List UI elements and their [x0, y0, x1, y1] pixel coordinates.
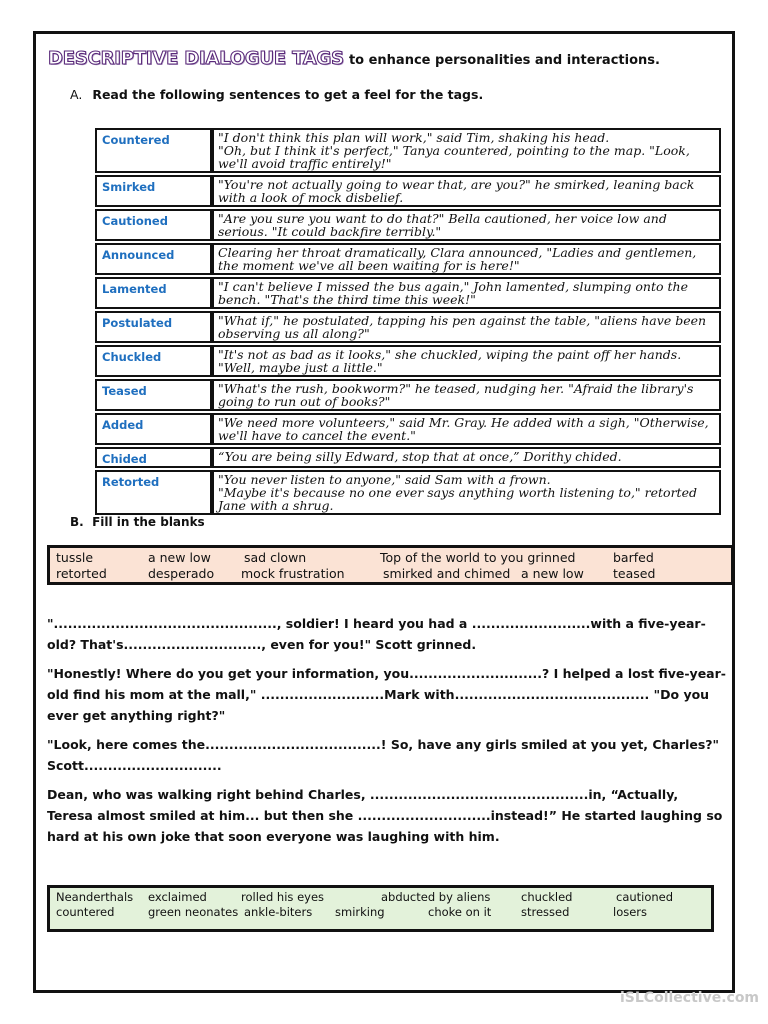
tag-example-sentence: "What if," he postulated, tapping his pen against the table, "aliens have been observing us all along?"	[212, 311, 721, 343]
section-b-letter: B.	[70, 515, 84, 529]
word-bank-word: smirked and chimed	[383, 566, 511, 581]
word-bank-word: rolled his eyes	[241, 890, 325, 904]
watermark: iSLCollective.com	[620, 990, 760, 1006]
word-bank-word: abducted by aliens	[381, 890, 491, 904]
word-bank-word: choke on it	[428, 905, 492, 919]
word-bank-word: a new low	[521, 566, 584, 581]
dialogue-tags-body	[95, 128, 721, 515]
tag-row	[95, 447, 721, 468]
word-bank-1	[47, 545, 734, 585]
word-bank-word: sad clown	[244, 550, 307, 565]
word-bank-word: countered	[56, 905, 115, 919]
word-bank-word: desperado	[148, 566, 215, 581]
word-bank-word: losers	[613, 905, 648, 919]
tag-word: Added	[95, 413, 212, 445]
tag-row	[95, 209, 721, 241]
tag-word: Chuckled	[95, 345, 212, 377]
tag-row	[95, 311, 721, 343]
tag-row	[95, 345, 721, 377]
tag-example-sentence: Clearing her throat dramatically, Clara announced, "Ladies and gentlemen, the moment we've all been waiting for is here!"	[212, 243, 721, 275]
word-bank-word: ankle-biters	[244, 905, 313, 919]
worksheet-title: DESCRIPTIVE DIALOGUE TAGS	[48, 48, 344, 69]
tag-word: Announced	[95, 243, 212, 275]
word-bank-word: tussle	[56, 550, 94, 565]
tag-row	[95, 379, 721, 411]
tag-word: Teased	[95, 379, 212, 411]
word-bank-word: teased	[613, 566, 656, 581]
word-bank-word: barfed	[613, 550, 654, 565]
section-b-heading	[70, 515, 205, 529]
tag-example-sentence: “You are being silly Edward, stop that at once,” Dorithy chided.	[212, 447, 721, 468]
tag-example-sentence: "I can't believe I missed the bus again," John lamented, slumping onto the bench. "That's the third time this week!"	[212, 277, 721, 309]
word-bank-2	[47, 885, 714, 932]
tag-row	[95, 277, 721, 309]
word-bank-word: exclaimed	[148, 890, 207, 904]
tag-example-sentence: "We need more volunteers," said Mr. Gray. He added with a sigh, "Otherwise, we'll have to cancel the event."	[212, 413, 721, 445]
word-bank-word: retorted	[56, 566, 107, 581]
tag-word: Postulated	[95, 311, 212, 343]
word-bank-word: green neonates	[148, 905, 239, 919]
tag-example-sentence: "It's not as bad as it looks," she chuckled, wiping the paint off her hands. "Well, maybe just a little."	[212, 345, 721, 377]
tag-row	[95, 243, 721, 275]
word-bank-word: Top of the world to you grinned	[380, 550, 576, 565]
story-paragraph: "Look, here comes the.....................................! So, have any girls smiled at you yet, Charles?" Scott.............................	[47, 737, 720, 773]
worksheet-subtitle: to enhance personalities and interactions.	[348, 53, 660, 68]
tag-word: Chided	[95, 447, 212, 468]
tag-word: Countered	[95, 128, 212, 173]
word-bank-word: stressed	[521, 905, 570, 919]
tag-word: Lamented	[95, 277, 212, 309]
dialogue-tags-table	[95, 126, 721, 517]
word-bank-word: a new low	[148, 550, 211, 565]
section-a-letter: A.	[70, 87, 83, 102]
word-bank-word: smirking	[335, 905, 385, 919]
tag-row	[95, 175, 721, 207]
word-bank-word: chuckled	[521, 890, 573, 904]
section-a-instruction: Read the following sentences to get a feel for the tags.	[92, 87, 484, 102]
word-bank-word: cautioned	[616, 890, 674, 904]
section-b-instruction: Fill in the blanks	[92, 515, 205, 529]
section-a-heading	[70, 87, 483, 102]
tag-example-sentence: "I don't think this plan will work," said Tim, shaking his head. "Oh, but I think it's perfect," Tanya countered, pointing to the map. "Look, we'll avoid traffic entirely!"	[212, 128, 721, 173]
tag-word: Retorted	[95, 470, 212, 515]
word-bank-word: mock frustration	[241, 566, 345, 581]
story-paragraph: "..............................................., soldier! I heard you had a .........................with a five-year-old? That's............................., even for you!" Scott grinned.	[47, 616, 706, 652]
story-paragraph: "Honestly! Where do you get your information, you............................? I helped a lost five-year-old find his mom at the mall," ..........................Mark with......................................... "Do you ever get anything right?"	[47, 666, 726, 723]
tag-example-sentence: "Are you sure you want to do that?" Bella cautioned, her voice low and serious. "It could backfire terribly."	[212, 209, 721, 241]
tag-row	[95, 470, 721, 515]
tag-row	[95, 128, 721, 173]
tag-word: Smirked	[95, 175, 212, 207]
title-row	[48, 48, 738, 69]
tag-example-sentence: "You're not actually going to wear that, are you?" he smirked, leaning back with a look of mock disbelief.	[212, 175, 721, 207]
word-bank-word: Neanderthals	[56, 890, 134, 904]
tag-word: Cautioned	[95, 209, 212, 241]
story-paragraph: Dean, who was walking right behind Charles, ..............................................in, “Actually, Teresa almost smiled at him... but then she ............................instead!” He started laughing so hard at his own joke that soon everyone was laughing with him.	[47, 787, 723, 844]
tag-example-sentence: "What's the rush, bookworm?" he teased, nudging her. "Afraid the library's going to run out of books?"	[212, 379, 721, 411]
tag-example-sentence: "You never listen to anyone," said Sam with a frown. "Maybe it's because no one ever says anything worth listening to," retorted Jane with a shrug.	[212, 470, 721, 515]
tag-row	[95, 413, 721, 445]
